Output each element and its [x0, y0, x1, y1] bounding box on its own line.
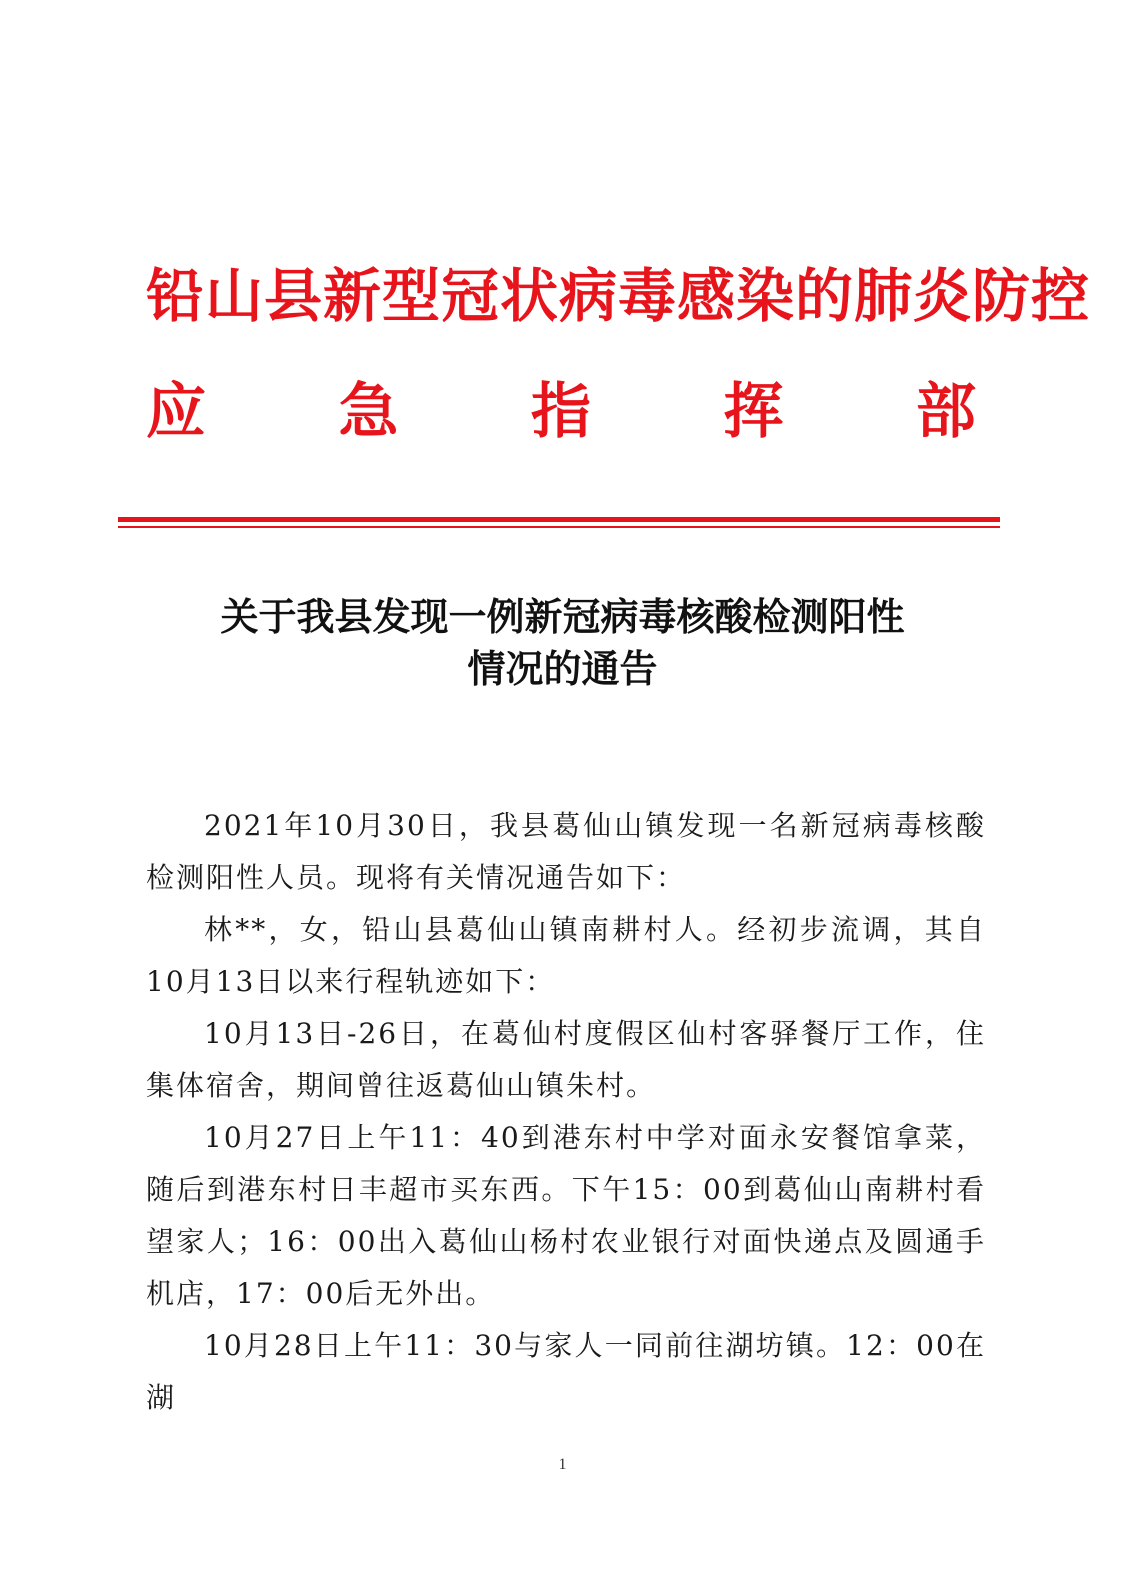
- notice-title-line1: 关于我县发现一例新冠病毒核酸检测阳性: [220, 594, 905, 639]
- authority-char: 部: [916, 377, 976, 447]
- body-paragraph: 2021年10月30日，我县葛仙山镇发现一名新冠病毒核酸检测阳性人员。现将有关情况通告如下：: [146, 809, 986, 894]
- red-header-divider-thin: [118, 526, 1000, 528]
- authority-char: 急: [338, 377, 399, 447]
- body-paragraph: 10月13日-26日，在葛仙村度假区仙村客驿餐厅工作，住集体宿舍，期间曾往返葛仙山镇朱村。: [146, 1017, 986, 1102]
- body-paragraph: 10月27日上午11：40到港东村中学对面永安餐馆拿菜，随后到港东村日丰超市买东西。下午15：00到葛仙山南耕村看望家人；16：00出入葛仙山杨村农业银行对面快递点及圆通手机店，17：00后无外出。: [146, 1121, 986, 1310]
- authority-char: 挥: [723, 377, 784, 447]
- issuing-authority-title-line2: [146, 372, 976, 452]
- notice-title-line2: 情况的通告: [467, 646, 658, 691]
- authority-char: 指: [531, 377, 591, 447]
- authority-char: 应: [146, 377, 206, 447]
- notice-body: [146, 800, 986, 1424]
- body-paragraph: 10月28日上午11：30与家人一同前往湖坊镇。12：00在湖: [146, 1329, 986, 1414]
- red-header-divider-thick: [118, 517, 1000, 522]
- page-number: 1: [558, 1456, 567, 1473]
- issuing-authority-title-line1: 铅山县新型冠状病毒感染的肺炎防控: [146, 262, 1091, 330]
- body-paragraph: 林**，女，铅山县葛仙山镇南耕村人。经初步流调，其自10月13日以来行程轨迹如下：: [146, 913, 986, 998]
